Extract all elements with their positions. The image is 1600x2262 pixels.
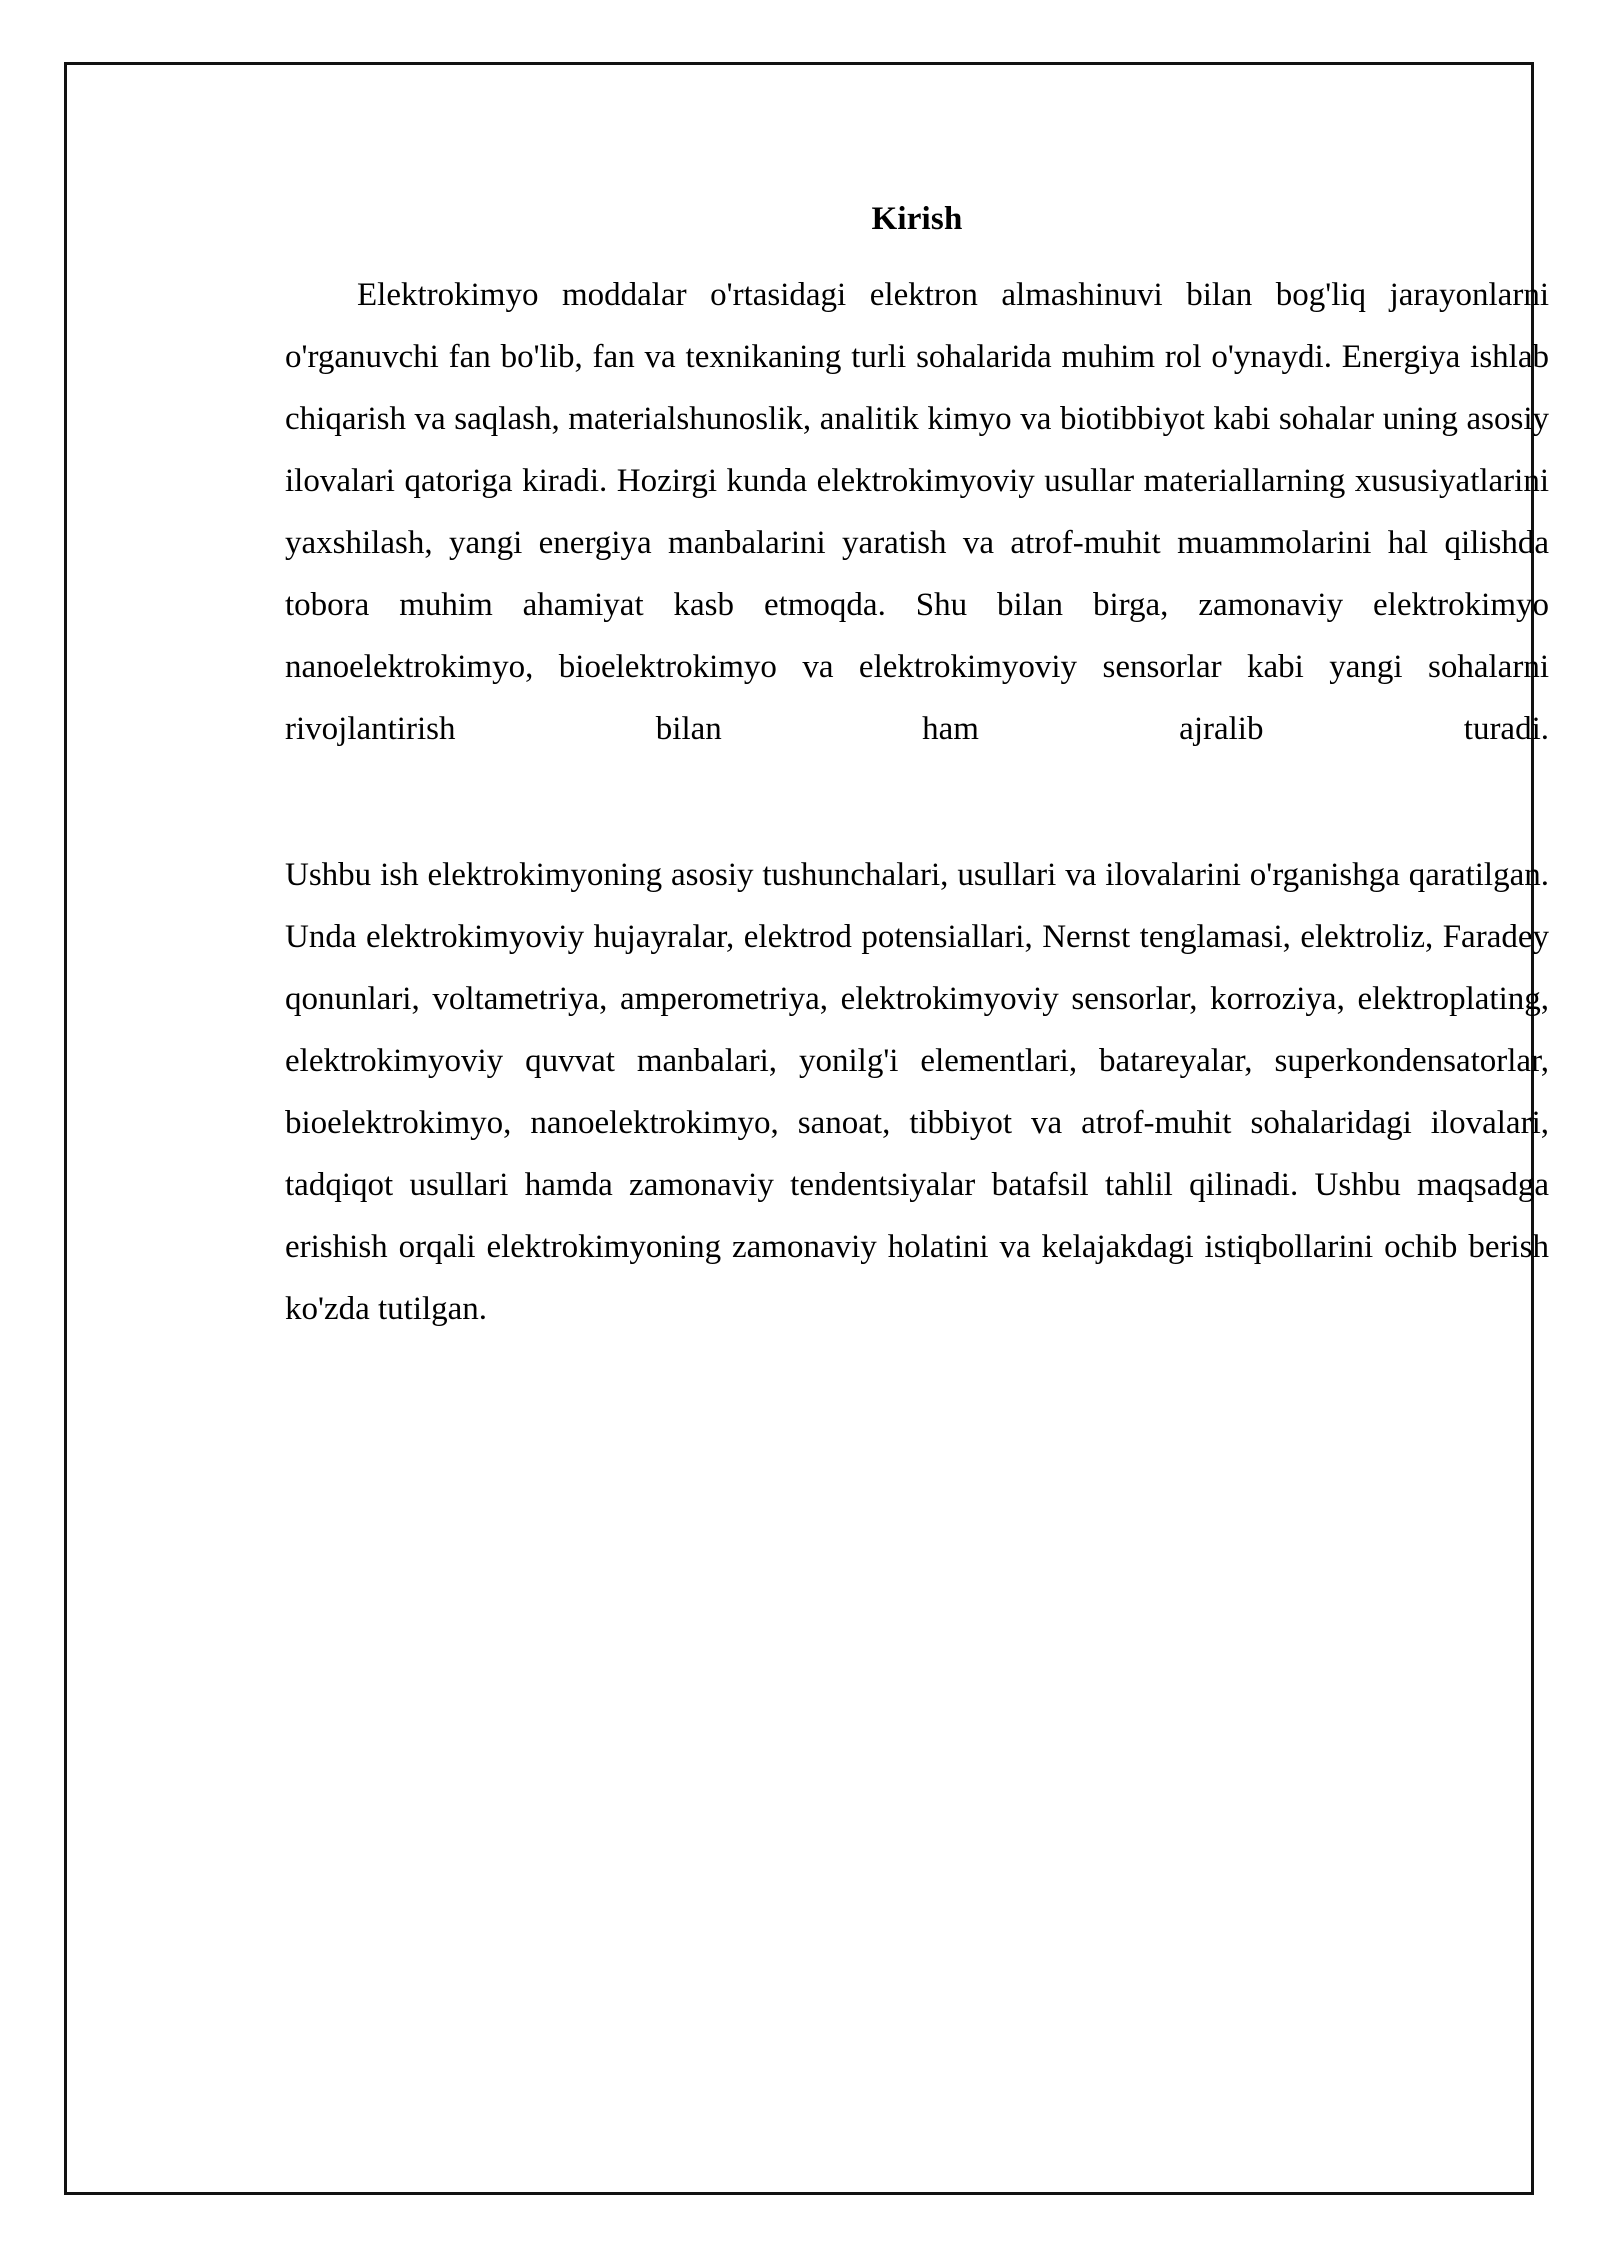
paragraph-scope: Ushbu ish elektrokimyoning asosiy tushunchalari, usullari va ilovalarini o'rganishga qaratilgan. Unda elektrokimyoviy hujayralar, elektrod potensiallari, Nernst tenglamasi, elektroliz, Faradey qonunlari, voltametriya, amperometriya, elektrokimyoviy sensorlar, korroziya, elektroplating, elektrokimyoviy quvvat manbalari, yonilg'i elementlari, batareyalar, superkondensatorlar, bioelektrokimyo, nanoelektrokimyo, sanoat, tibbiyot va atrof-muhit sohalaridagi ilovalari, tadqiqot usullari hamda zamonaviy tendentsiyalar batafsil tahlil qilinadi. Ushbu maqsadga erishish orqali elektrokimyoning zamonaviy holatini va kelajakdagi istiqbollarini ochib berish ko'zda tutilgan. [285, 857, 1549, 1327]
document-content [285, 203, 1549, 1340]
paragraph-intro: Elektrokimyo moddalar o'rtasidagi elektron almashinuvi bilan bog'liq jarayonlarni o'rganuvchi fan bo'lib, fan va texnikaning turli sohalarida muhim rol o'ynaydi. Energiya ishlab chiqarish va saqlash, materialshunoslik, analitik kimyo va biotibbiyot kabi sohalar uning asosiy ilovalari qatoriga kiradi. Hozirgi kunda elektrokimyoviy usullar materiallarning xususiyatlarini yaxshilash, yangi energiya manbalarini yaratish va atrof-muhit muammolarini hal qilishda tobora muhim ahamiyat kasb etmoqda. Shu bilan birga, zamonaviy elektrokimyo nanoelektrokimyo, bioelektrokimyo va elektrokimyoviy sensorlar kabi yangi sohalarni rivojlantirish bilan ham ajralib turadi. [285, 277, 1549, 747]
paragraph-spacer [285, 760, 1549, 844]
page-border-frame [64, 62, 1549, 2195]
page-title: Kirish [871, 201, 963, 237]
